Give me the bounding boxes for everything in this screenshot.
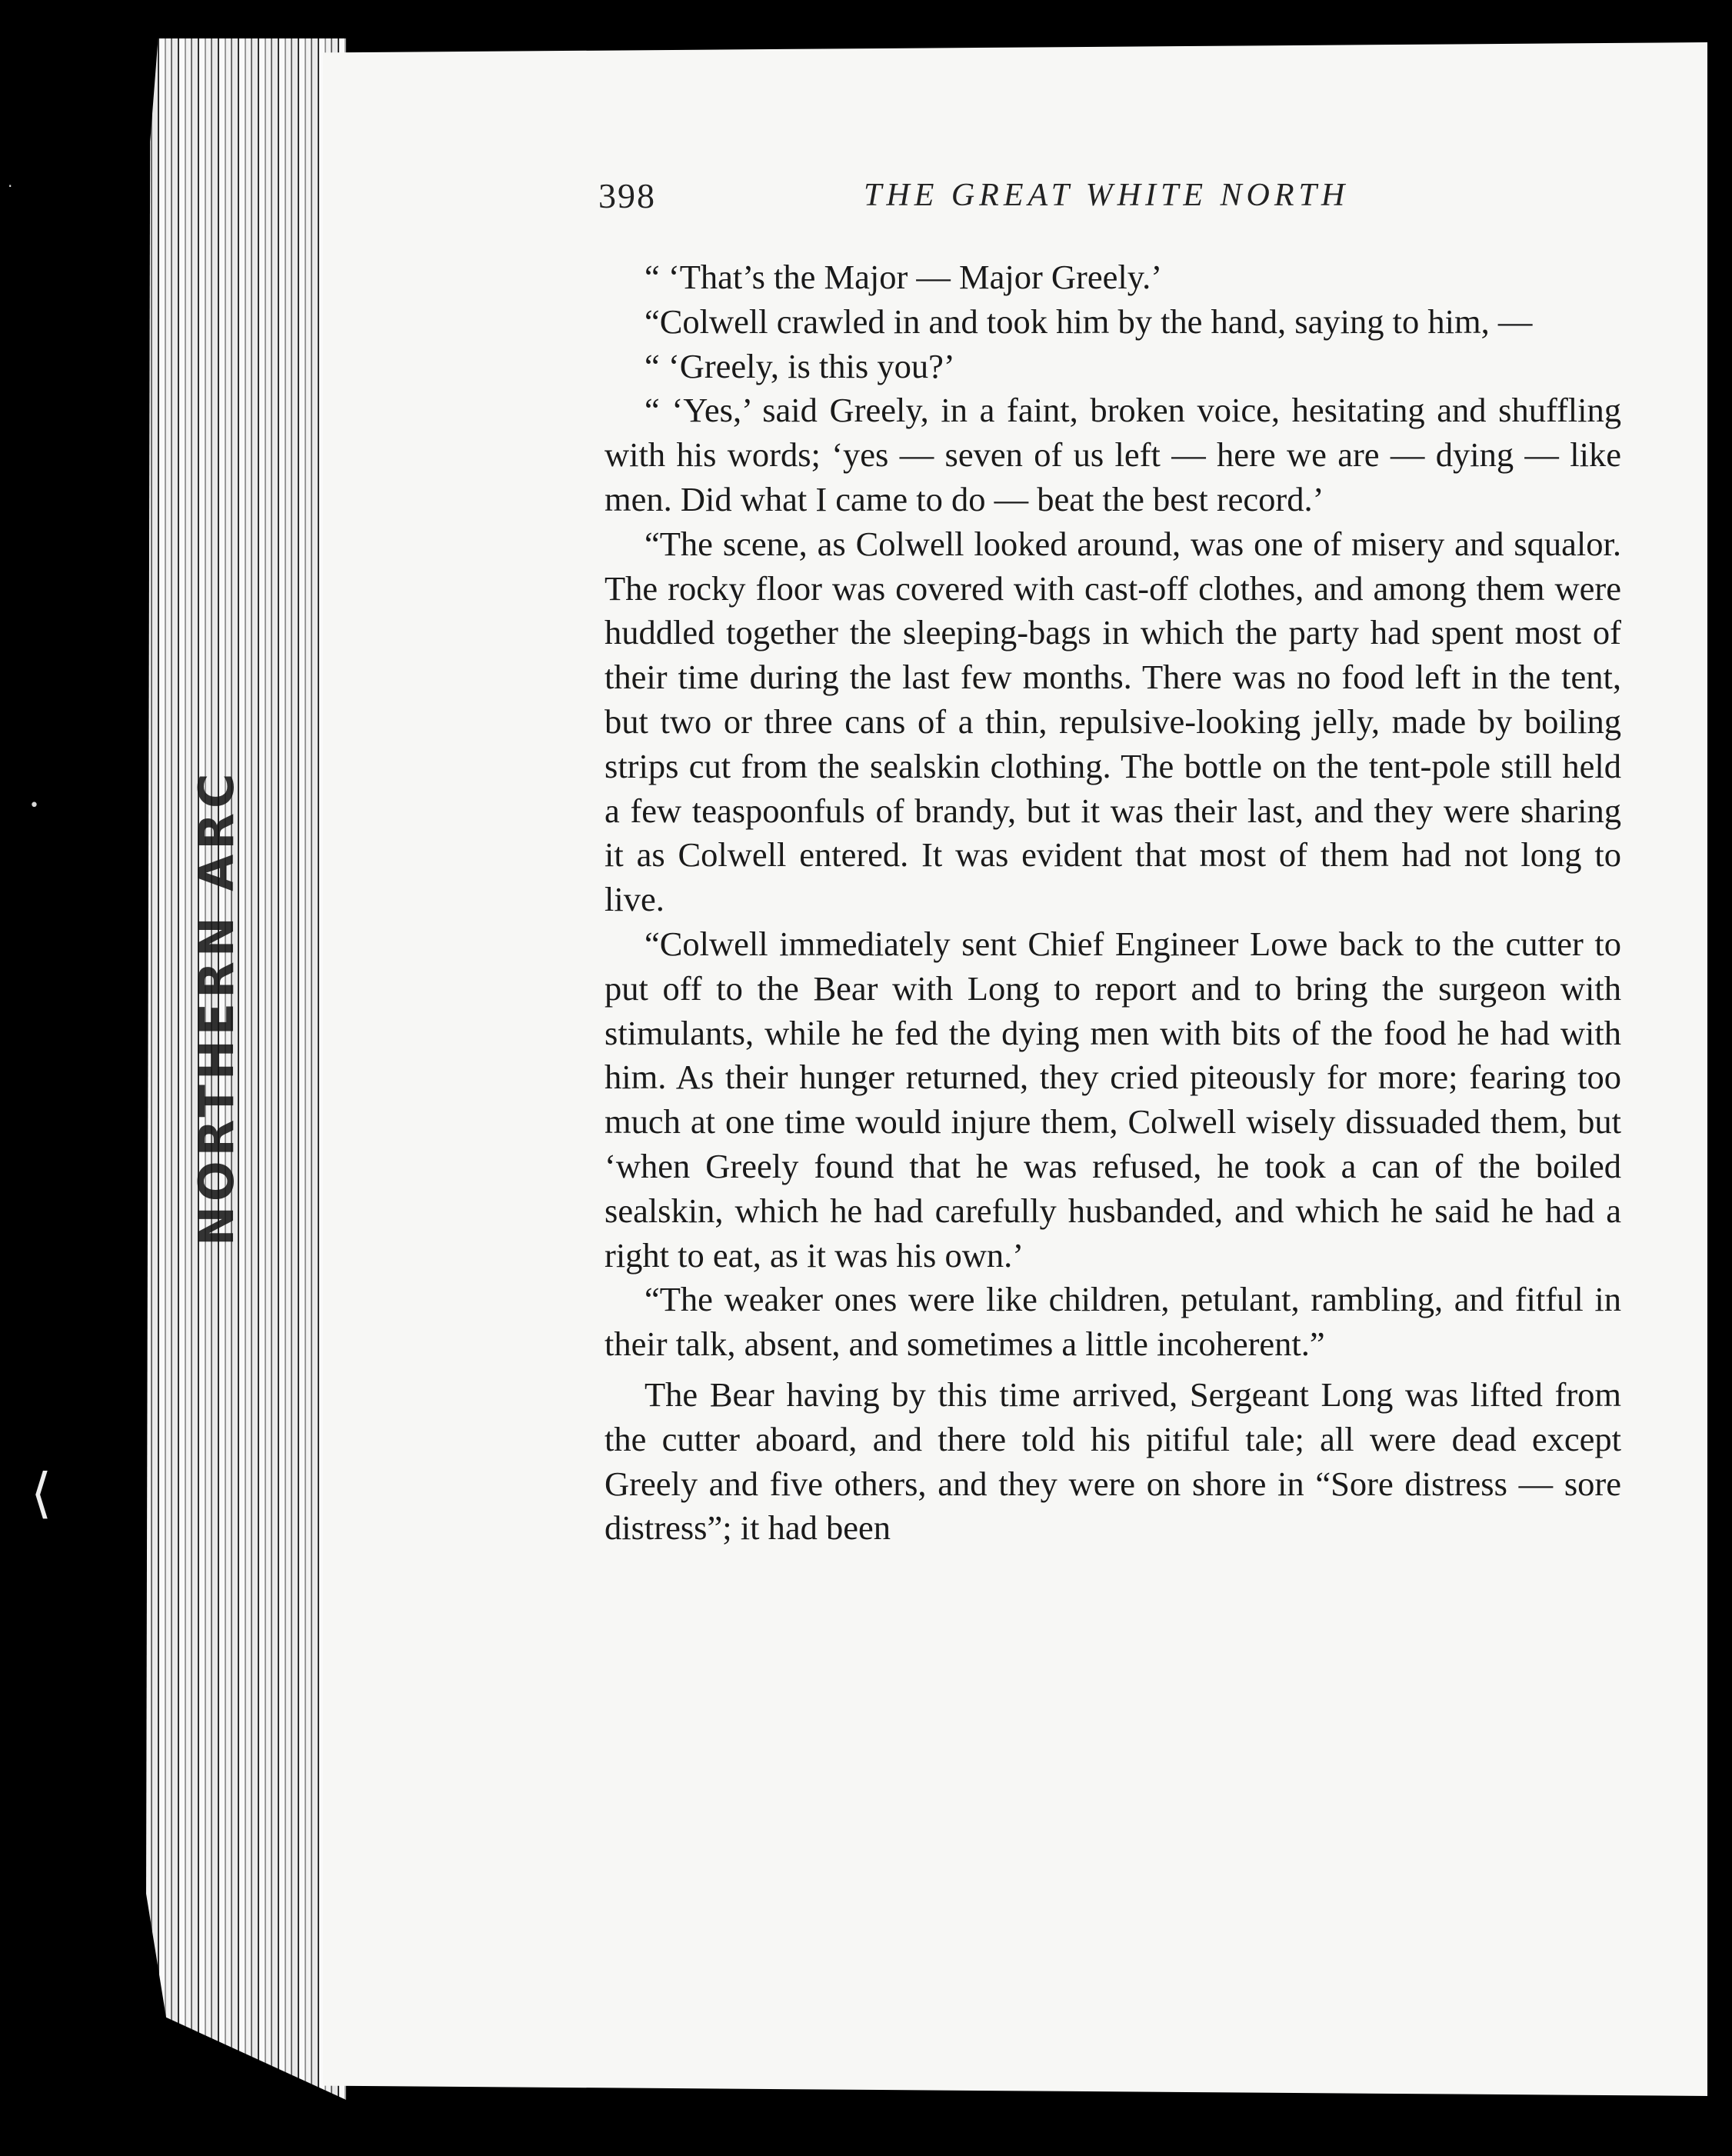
paragraph: “The weaker ones were like children, petulant, rambling, and fitful in their talk, absent, and sometimes a little incoherent.” xyxy=(605,1280,1621,1364)
paragraph: “Colwell crawled in and took him by the hand, saying to him, — xyxy=(645,302,1533,341)
paragraph: The Bear having by this time arrived, Sergeant Long was lifted from the cutter aboard, and there told his pitiful tale; all were dead except Greely and five others, and they were on shore in “Sore distress — sore distress”; it had been xyxy=(605,1375,1621,1548)
running-title: THE GREAT WHITE NORTH xyxy=(864,178,1350,213)
dust-speck: · xyxy=(8,177,13,195)
scratch-mark: ⟨ xyxy=(31,1461,52,1525)
paragraph: “ ‘Yes,’ said Greely, in a faint, broken voice, hesitating and shuffling with his words; ‘yes — seven of us left — here we are — dying — like men. Did what I came to do — beat the best record.’ xyxy=(605,391,1621,518)
paragraph: “The scene, as Colwell looked around, was one of misery and squalor. The rocky floor was covered with cast-off clothes, and among them were huddled together the sleeping-bags in which the party had spent most of their time during the last few months. There was no food left in the tent, but two or three cans of a thin, repulsive-looking jelly, made by boiling strips cut from the sealskin clothing. The bottle on the tent-pole still held a few teaspoonfuls of brandy, but it was their last, and they were sharing it as Colwell entered. It was evident that most of them had not long to live. xyxy=(605,524,1621,919)
paragraph: “ ‘Greely, is this you?’ xyxy=(645,346,955,385)
paragraph: “Colwell immediately sent Chief Engineer Lowe back to the cutter to put off to the Bear with Long to report and to bring the surgeon with stimulants, while he fed the dying men with bits of the food he had with him. As their hunger returned, they cried piteously for more; fearing too much at one time would injure them, Colwell wisely dissuaded them, but ‘when Greely found that he was refused, he took a can of the boiled sealskin, which he had carefully husbanded, and which he said he had a right to eat, as it was his own.’ xyxy=(605,924,1621,1275)
spine-label: NORTHERN ARC xyxy=(188,768,245,1246)
page-number: 398 xyxy=(598,176,656,215)
dust-speck: • xyxy=(29,796,39,815)
running-head xyxy=(598,175,1621,229)
body-text xyxy=(605,255,1621,1551)
paragraph: “ ‘That’s the Major — Major Greely.’ xyxy=(645,258,1163,296)
